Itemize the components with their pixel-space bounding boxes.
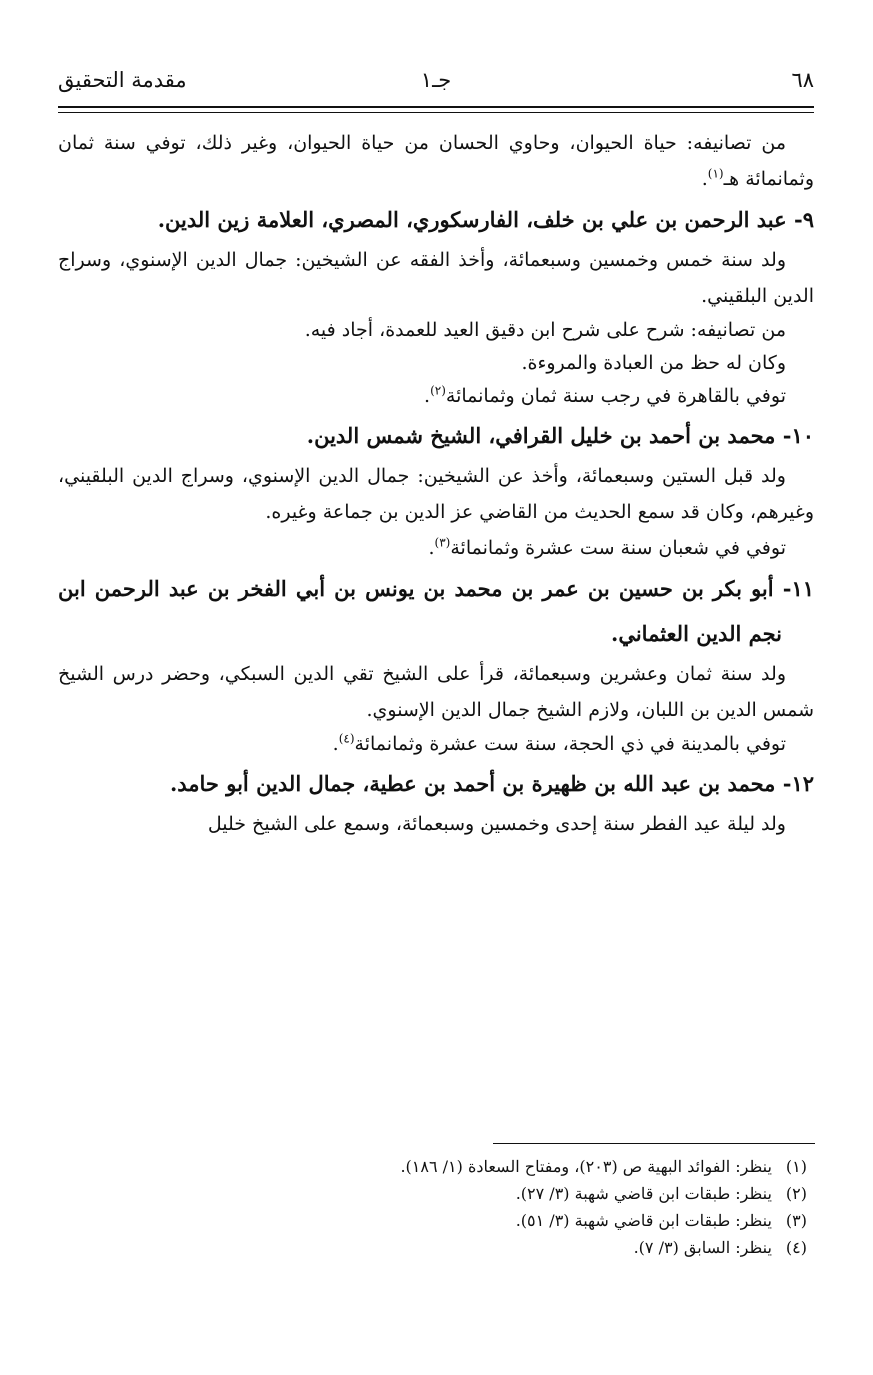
paragraph-birth-10: ولد قبل الستين وسبعمائة، وأخذ عن الشيخين: جمال الدين الإسنوي، وسراج الدين البلقيني، وغيرهم، وكان قد سمع الحديث من القاضي عز الدين بن جماعة وغيره. (58, 465, 814, 523)
line-death-10: توفي في شعبان سنة ست عشرة وثمانمائة$^{(٣)}$. (428, 535, 786, 559)
volume-label: جـ١ (420, 68, 452, 92)
header-rule-thin (58, 112, 814, 113)
footnote-separator (493, 1143, 815, 1144)
footnote-number: (٤) (785, 1238, 807, 1257)
footnote-number: (٣) (785, 1211, 807, 1230)
footnote-ref-3[interactable]: (٣) (434, 535, 451, 550)
line-character-9: وكان له حظ من العبادة والمروءة. (521, 352, 786, 374)
footnote-number: (٢) (785, 1184, 807, 1203)
biography-heading-11: ١١- أبو بكر بن حسين بن عمر بن محمد بن يونس بن أبي الفخر بن عبد الرحمن ابن نجم الدين العثماني. (58, 576, 814, 646)
running-header (58, 60, 814, 100)
footnote-3: (٣) ينظر: طبقات ابن قاضي شهبة (٣/ ٥١). (59, 1207, 815, 1234)
paragraph-works-hayat-al-hayawan: من تصانيفه: حياة الحيوان، وحاوي الحسان من حياة الحيوان، وغير ذلك، توفي سنة ثمان وثمانمائة هـ$^{(١)}$. (58, 132, 814, 190)
footnote-ref-2[interactable]: (٢) (430, 383, 446, 398)
main-text (58, 125, 814, 842)
paragraph-birth-11: ولد سنة ثمان وعشرين وسبعمائة، قرأ على الشيخ تقي الدين السبكي، وحضر درس الشيخ شمس الدين بن اللبان، ولازم الشيخ جمال الدين الإسنوي. (58, 663, 814, 721)
line-works-9: من تصانيفه: شرح على شرح ابن دقيق العيد للعمدة، أجاد فيه. (304, 319, 786, 341)
footnote-ref-1[interactable]: (١) (707, 166, 724, 181)
section-title: مقدمة التحقيق (58, 68, 187, 92)
biography-heading-12: ١٢- محمد بن عبد الله بن ظهيرة بن أحمد بن عطية، جمال الدين أبو حامد. (169, 771, 814, 796)
line-death-9: توفي بالقاهرة في رجب سنة ثمان وثمانمائة$^{(٢)}$. (424, 383, 786, 407)
paragraph-birth-9: ولد سنة خمس وخمسين وسبعمائة، وأخذ الفقه عن الشيخين: جمال الدين الإسنوي، وسراج الدين البلقيني. (58, 249, 814, 307)
footnote-2: (٢) ينظر: طبقات ابن قاضي شهبة (٣/ ٢٧). (59, 1180, 815, 1207)
footnote-1: (١) ينظر: الفوائد البهية ص (٢٠٣)، ومفتاح السعادة (١/ ١٨٦). (59, 1153, 815, 1180)
line-death-11: توفي بالمدينة في ذي الحجة، سنة ست عشرة وثمانمائة$^{(٤)}$. (332, 731, 786, 755)
page-number: ٦٨ (791, 68, 814, 92)
footnote-number: (١) (785, 1157, 807, 1176)
footnote-ref-4[interactable]: (٤) (338, 731, 355, 746)
paragraph-birth-12: ولد ليلة عيد الفطر سنة إحدى وخمسين وسبعمائة، وسمع على الشيخ خليل (207, 813, 786, 835)
footnote-4: (٤) ينظر: السابق (٣/ ٧). (59, 1234, 815, 1261)
footnotes (59, 1153, 815, 1261)
header-rule-thick (58, 106, 814, 108)
biography-heading-9: ٩- عبد الرحمن بن علي بن خلف، الفارسكوري، المصري، العلامة زين الدين. (157, 207, 814, 232)
biography-heading-10: ١٠- محمد بن أحمد بن خليل القرافي، الشيخ شمس الدين. (306, 423, 814, 448)
